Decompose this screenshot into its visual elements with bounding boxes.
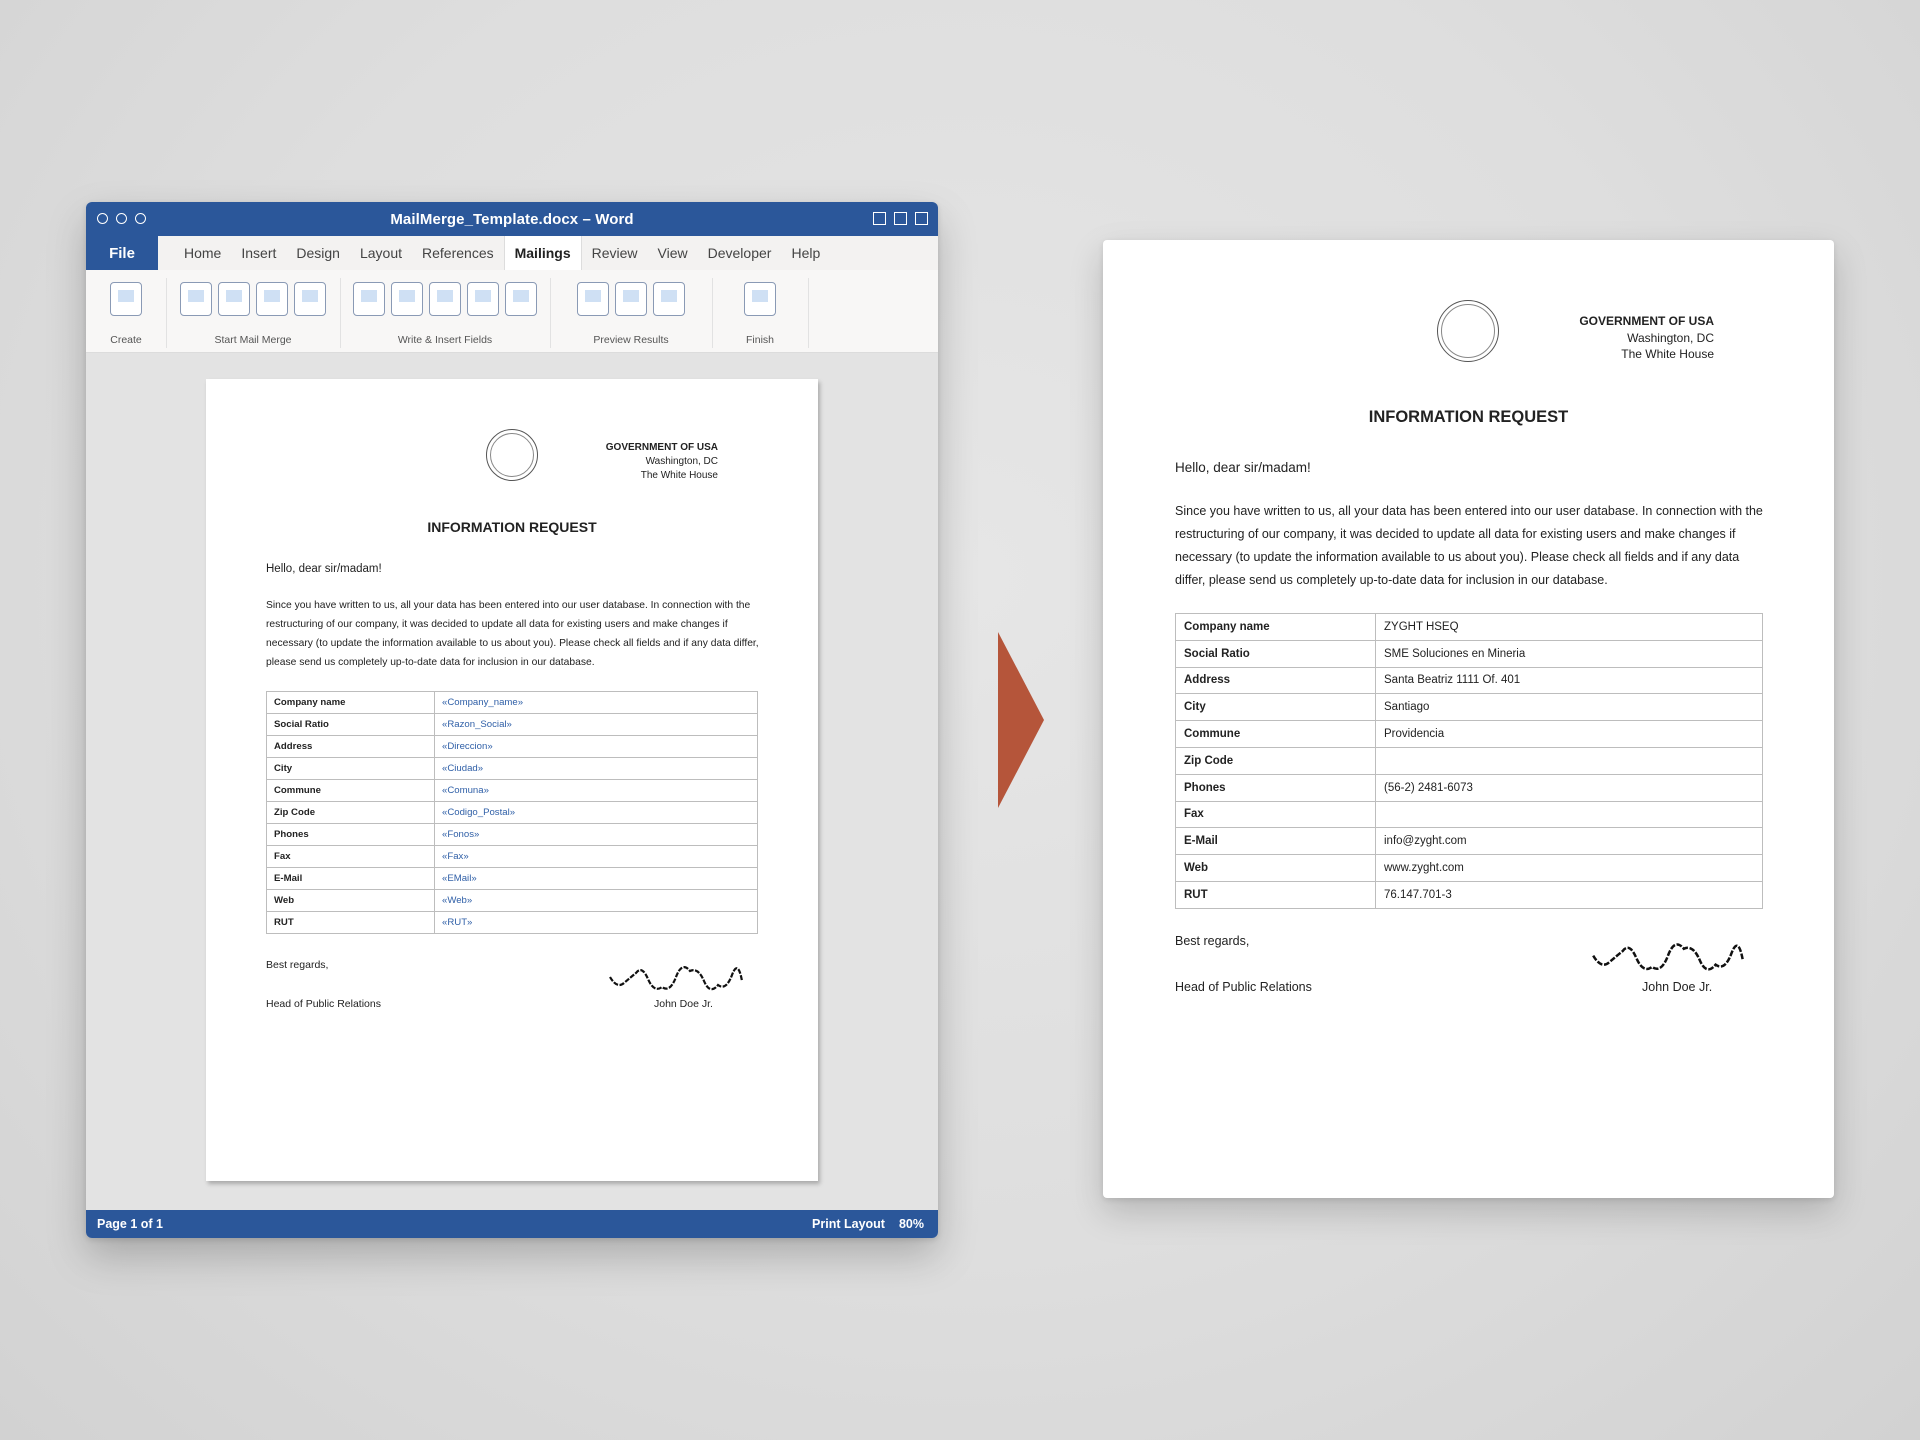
- row-label: Web: [267, 890, 435, 912]
- merge-field: «Ciudad»: [435, 758, 758, 780]
- letterhead: [606, 441, 718, 483]
- ribbon-group-create: [86, 278, 167, 348]
- table-row: [267, 692, 758, 714]
- tab-list: [174, 236, 830, 270]
- ribbon-button-icon[interactable]: [615, 282, 647, 316]
- tab-mailings[interactable]: Mailings: [504, 236, 582, 270]
- table-row: [1176, 614, 1763, 641]
- row-label: Zip Code: [1176, 747, 1376, 774]
- table-row: [1176, 747, 1763, 774]
- ribbon-button-icon[interactable]: [653, 282, 685, 316]
- row-label: Address: [267, 736, 435, 758]
- tab-design[interactable]: Design: [296, 245, 340, 261]
- signature-icon: [1586, 942, 1750, 976]
- ribbon-button-icon[interactable]: [353, 282, 385, 316]
- greeting: Hello, dear sir/madam!: [1175, 460, 1311, 475]
- zoom-level[interactable]: 80%: [898, 1217, 924, 1231]
- ribbon-button-icon[interactable]: [744, 282, 776, 316]
- ribbon-tabs: [86, 236, 938, 270]
- table-row: [267, 890, 758, 912]
- row-label: Fax: [267, 846, 435, 868]
- row-label: Company name: [1176, 614, 1376, 641]
- letterhead-place: The White House: [1621, 347, 1714, 361]
- letterhead-org: GOVERNMENT OF USA: [605, 442, 718, 453]
- merge-field: «Fax»: [435, 846, 758, 868]
- row-label: Address: [1176, 667, 1376, 694]
- table-row: [267, 824, 758, 846]
- row-value: (56-2) 2481-6073: [1376, 774, 1763, 801]
- body-text: Since you have written to us, all your data has been entered into our user database. In connection with the restructuring of our company, it was decided to update all data for existing users and make changes if necessary (to update the information available to us about you). Please check all fields and if any data differ, please send us completely up-to-date data for inclusion in our database.: [266, 600, 759, 668]
- signer-name: John Doe Jr.: [1642, 980, 1713, 994]
- row-label: RUT: [1176, 881, 1376, 908]
- merge-field: «RUT»: [435, 912, 758, 934]
- row-label: City: [1176, 694, 1376, 721]
- close-icon[interactable]: [915, 212, 928, 225]
- letterhead-place: The White House: [640, 470, 718, 481]
- row-label: RUT: [267, 912, 435, 934]
- tab-insert[interactable]: Insert: [241, 245, 277, 261]
- ribbon-button-icon[interactable]: [577, 282, 609, 316]
- ribbon-group-start-mail-merge: [166, 278, 341, 348]
- row-value: Santa Beatriz 1111 Of. 401: [1376, 667, 1763, 694]
- merge-field: «Fonos»: [435, 824, 758, 846]
- letterhead: [1579, 313, 1714, 363]
- row-value: SME Soluciones en Mineria: [1376, 640, 1763, 667]
- page-indicator[interactable]: Page 1 of 1: [97, 1217, 163, 1231]
- table-row: [267, 714, 758, 736]
- ribbon-group-write-insert-fields: [340, 278, 551, 348]
- letterhead-org: GOVERNMENT OF USA: [1579, 314, 1714, 328]
- row-label: Zip Code: [267, 802, 435, 824]
- minimize-icon[interactable]: [873, 212, 886, 225]
- table-row: [267, 780, 758, 802]
- table-row: [1176, 801, 1763, 828]
- row-value: 76.147.701-3: [1376, 881, 1763, 908]
- row-label: Commune: [267, 780, 435, 802]
- closing: Best regards,: [266, 959, 329, 971]
- table-row: [267, 802, 758, 824]
- ribbon-group-label: Start Mail Merge: [214, 334, 292, 346]
- doc-title: INFORMATION REQUEST: [427, 519, 597, 535]
- ribbon-button-icon[interactable]: [429, 282, 461, 316]
- row-label: Web: [1176, 855, 1376, 882]
- status-bar: [86, 1210, 938, 1238]
- ribbon-group-preview-results: [550, 278, 713, 348]
- merged-document: [1103, 240, 1834, 1198]
- ribbon-button-icon[interactable]: [294, 282, 326, 316]
- table-row: [1176, 694, 1763, 721]
- word-window: [86, 202, 938, 1238]
- merge-field: «EMail»: [435, 868, 758, 890]
- ribbon-group-label: Preview Results: [593, 334, 669, 346]
- row-label: Company name: [267, 692, 435, 714]
- ribbon-button-icon[interactable]: [467, 282, 499, 316]
- row-label: Social Ratio: [267, 714, 435, 736]
- seal-icon: [486, 429, 538, 481]
- document-canvas[interactable]: [86, 353, 938, 1210]
- table-row: [1176, 828, 1763, 855]
- view-mode[interactable]: Print Layout: [812, 1217, 885, 1231]
- table-row: [1176, 855, 1763, 882]
- ribbon-button-icon[interactable]: [180, 282, 212, 316]
- letterhead-city: Washington, DC: [645, 456, 718, 467]
- ribbon-group-label: Write & Insert Fields: [397, 334, 493, 346]
- maximize-icon[interactable]: [894, 212, 907, 225]
- row-value: info@zyght.com: [1376, 828, 1763, 855]
- window-controls: [873, 212, 928, 225]
- row-value: [1376, 747, 1763, 774]
- table-row: [1176, 721, 1763, 748]
- merge-field: «Comuna»: [435, 780, 758, 802]
- table-row: [1176, 640, 1763, 667]
- ribbon-mailings: [86, 270, 938, 353]
- body-text: Since you have written to us, all your data has been entered into our user database. In connection with the restructuring of our company, it was decided to update all data for existing users and make changes if necessary (to update the information available to us about you). Please check all fields and if any data differ, please send us completely up-to-date data for inclusion in our database.: [1175, 504, 1763, 587]
- table-row: [267, 758, 758, 780]
- ribbon-group-label: Create: [110, 334, 142, 346]
- tab-references[interactable]: References: [422, 245, 494, 261]
- table-row: [1176, 774, 1763, 801]
- merge-fields-table: [266, 691, 758, 934]
- arrow-right-icon: [998, 632, 1044, 808]
- ribbon-button-icon[interactable]: [218, 282, 250, 316]
- merge-field: «Web»: [435, 890, 758, 912]
- row-label: City: [267, 758, 435, 780]
- row-label: E-Mail: [267, 868, 435, 890]
- tab-home[interactable]: Home: [184, 245, 222, 261]
- row-label: Phones: [1176, 774, 1376, 801]
- closing: Best regards,: [1175, 934, 1250, 948]
- merge-field: «Company_name»: [435, 692, 758, 714]
- merged-data-table: [1175, 613, 1763, 909]
- table-row: [267, 868, 758, 890]
- ribbon-button-icon[interactable]: [110, 282, 142, 316]
- table-row: [267, 912, 758, 934]
- row-value: ZYGHT HSEQ: [1376, 614, 1763, 641]
- ribbon-button-icon[interactable]: [505, 282, 537, 316]
- table-row: [267, 736, 758, 758]
- row-label: Commune: [1176, 721, 1376, 748]
- template-page[interactable]: [206, 379, 818, 1181]
- merge-field: «Codigo_Postal»: [435, 802, 758, 824]
- tab-layout[interactable]: Layout: [359, 245, 403, 261]
- tab-view[interactable]: View: [657, 245, 688, 261]
- title-bar: [86, 202, 938, 236]
- ribbon-group-finish: [712, 278, 809, 348]
- tab-developer[interactable]: Developer: [707, 245, 772, 261]
- row-value: www.zyght.com: [1376, 855, 1763, 882]
- row-label: Phones: [267, 824, 435, 846]
- row-label: Social Ratio: [1176, 640, 1376, 667]
- table-row: [267, 846, 758, 868]
- merge-field: «Razon_Social»: [435, 714, 758, 736]
- row-label: Fax: [1176, 801, 1376, 828]
- signature-icon: [608, 965, 744, 995]
- row-value: Providencia: [1376, 721, 1763, 748]
- signer-role: Head of Public Relations: [266, 998, 381, 1010]
- greeting: Hello, dear sir/madam!: [266, 563, 382, 575]
- window-title: MailMerge_Template.docx – Word: [390, 211, 634, 228]
- letterhead-city: Washington, DC: [1627, 330, 1714, 345]
- table-row: [1176, 667, 1763, 694]
- table-row: [1176, 881, 1763, 908]
- row-value: Santiago: [1376, 694, 1763, 721]
- tab-review[interactable]: Review: [591, 245, 638, 261]
- row-value: [1376, 801, 1763, 828]
- row-label: E-Mail: [1176, 828, 1376, 855]
- signer-role: Head of Public Relations: [1175, 980, 1312, 994]
- ribbon-button-icon[interactable]: [256, 282, 288, 316]
- doc-title: INFORMATION REQUEST: [1368, 408, 1569, 426]
- ribbon-group-label: Finish: [745, 334, 774, 346]
- tab-file[interactable]: File: [86, 236, 158, 270]
- tab-help[interactable]: Help: [791, 245, 821, 261]
- signer-name: John Doe Jr.: [654, 998, 713, 1010]
- ribbon-button-icon[interactable]: [391, 282, 423, 316]
- seal-icon: [1437, 300, 1499, 362]
- merge-field: «Direccion»: [435, 736, 758, 758]
